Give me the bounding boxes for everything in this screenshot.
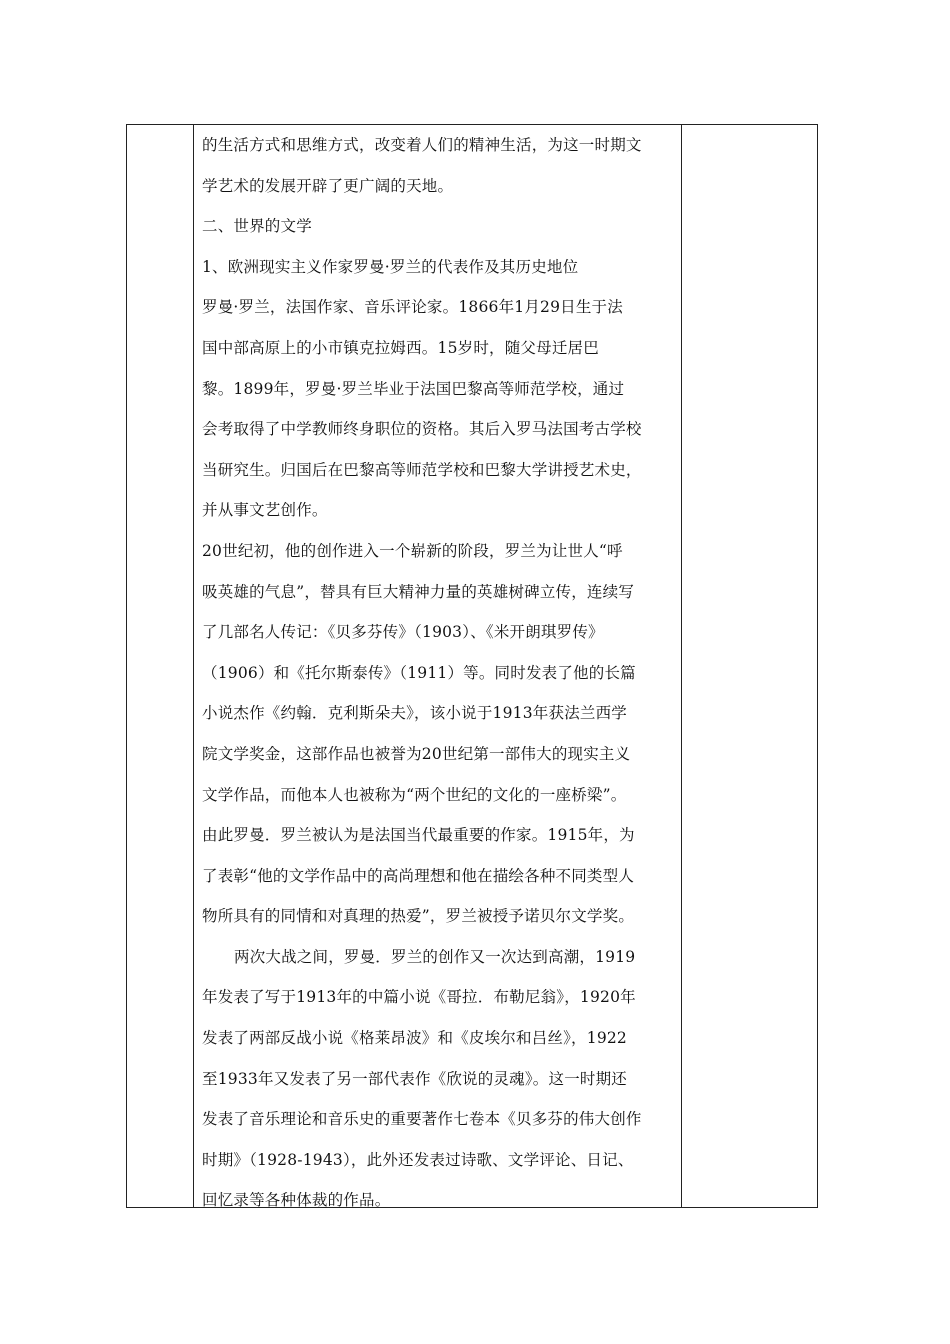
text-line: 至1933年又发表了另一部代表作《欣说的灵魂》。这一时期还: [202, 1069, 627, 1088]
document-table: [126, 124, 818, 1208]
section-heading: 二、世界的文学: [202, 217, 312, 236]
text-line: 罗曼·罗兰，法国作家、音乐评论家。1866年1月29日生于法: [202, 298, 623, 317]
right-column-divider: [681, 125, 682, 1207]
text-line: 当研究生。归国后在巴黎高等师范学校和巴黎大学讲授艺术史，: [202, 460, 642, 479]
text-line: 黎。1899年，罗曼·罗兰毕业于法国巴黎高等师范学校，通过: [202, 379, 625, 398]
text-line: 了几部名人传记：《贝多芬传》（1903）、《米开朗琪罗传》: [202, 623, 604, 642]
text-line: 并从事文艺创作。: [202, 501, 328, 520]
text-line: 物所具有的同情和对真理的热爱”，罗兰被授予诺贝尔文学奖。: [202, 907, 635, 926]
text-line: 发表了音乐理论和音乐史的重要著作七卷本《贝多芬的伟大创作: [202, 1110, 642, 1129]
text-line: 国中部高原上的小市镇克拉姆西。15岁时，随父母迁居巴: [202, 338, 599, 357]
text-line: 学艺术的发展开辟了更广阔的天地。: [202, 176, 454, 195]
text-line: （1906）和《托尔斯泰传》（1911）等。同时发表了他的长篇: [202, 663, 636, 682]
text-line: 院文学奖金，这部作品也被誉为20世纪第一部伟大的现实主义: [202, 744, 631, 763]
text-line: 年发表了写于1913年的中篇小说《哥拉．布勒尼翁》，1920年: [202, 988, 636, 1007]
text-line: 文学作品，而他本人也被称为“两个世纪的文化的一座桥梁”。: [202, 785, 627, 804]
text-line: 了表彰“他的文学作品中的高尚理想和他在描绘各种不同类型人: [202, 866, 635, 885]
text-line: 的生活方式和思维方式，改变着人们的精神生活，为这一时期文: [202, 136, 642, 154]
content-cell: [202, 125, 676, 1221]
text-line: 会考取得了中学教师终身职位的资格。其后入罗马法国考古学校: [202, 420, 642, 439]
text-line: 由此罗曼．罗兰被认为是法国当代最重要的作家。1915年，为: [202, 826, 635, 845]
subsection-heading: 1、欧洲现实主义作家罗曼·罗兰的代表作及其历史地位: [202, 257, 579, 276]
text-line: 小说杰作《约翰．克利斯朵夫》，该小说于1913年获法兰西学: [202, 704, 627, 723]
left-column-divider: [193, 125, 194, 1207]
text-line: 发表了两部反战小说《格莱昂波》和《皮埃尔和吕丝》，1922: [202, 1029, 627, 1048]
text-line-indented: 两次大战之间，罗曼．罗兰的创作又一次达到高潮，1919: [234, 947, 636, 966]
text-line: 吸英雄的气息”，替具有巨大精神力量的英雄树碑立传，连续写: [202, 582, 635, 601]
text-line: 时期》（1928-1943），此外还发表过诗歌、文学评论、日记、: [202, 1150, 634, 1169]
text-line: 回忆录等各种体裁的作品。: [202, 1191, 391, 1210]
text-line: 20世纪初，他的创作进入一个崭新的阶段，罗兰为让世人“呼: [202, 541, 623, 560]
